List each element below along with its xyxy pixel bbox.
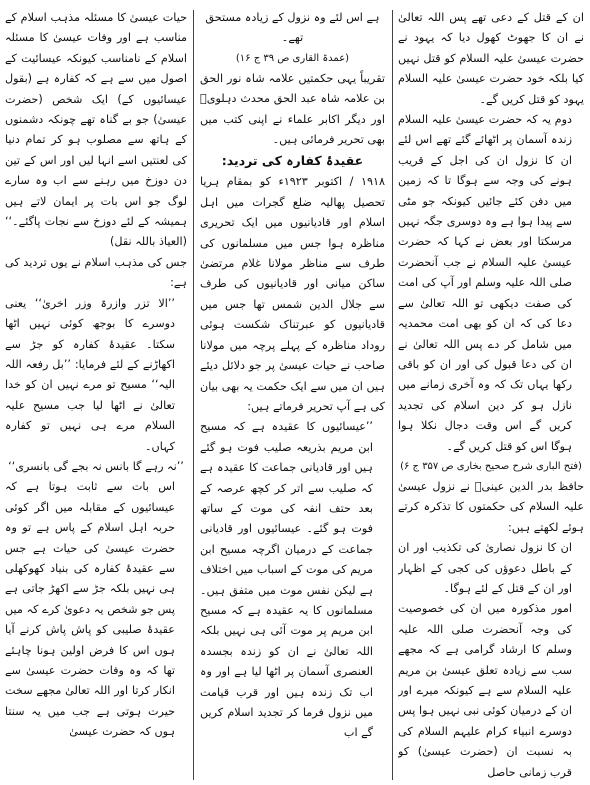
citation: (عمدۃ القاری ص ۳۹ ج ۱۶) — [235, 52, 350, 64]
quote: ’’الا تزر وازرۃ وزر اخریٰ‘‘ یعنی دوسرے کا بوجھ کوئی نہیں اٹھا سکتا۔ عقیدۂ کفارہ کو جڑ سے اکھاڑنے کے لئے فرمایا: ’’بل رفعہ اللہ الیہ‘‘ مسیح تو مرے نہیں ان کو خدا تعالیٰ نے اٹھا لیا جب مسیح علیہ السلام مرے ہی نہیں تو کفارہ کہاں۔ — [5, 296, 175, 453]
column-middle — [200, 8, 385, 780]
column-divider — [193, 10, 194, 780]
section-heading: عقیدۂ کفارہ کی تردید: — [221, 153, 364, 169]
paragraph: حیات عیسیٰ کا مسئلہ مذہب اسلام کے مناسب ہے اور وفات عیسیٰ کا مسئلہ اسلام کے نامناسب کیونکہ عیسائیت کے اصول میں سے ہے کہ کفارہ ہے (بقول عیسائیوں کے) ایک شخص (حضرت عیسیٰ) جو بے گناہ تھے چونکہ دشمنوں کے ہاتھ سے مصلوب ہو کر تمام دنیا کی لعنتیں اسے انہا لیں اور اس کے تین دن دوزخ میں رہنے سے اب وہ سارے لوگ جو اس بات پر ایمان لاتے ہیں ہمیشہ کے لئے دوزخ سے نجات پاگئے۔‘‘ (العیاذ باللہ نقل) — [5, 11, 187, 249]
paragraph: حافظ بدر الدین عینیؒ نے نزول عیسیٰ علیہ السلام کی حکمتوں کا تذکرہ کرتے ہوئے لکھتے ہیں: — [398, 479, 584, 534]
paragraph: امور مذکورہ میں ان کی خصوصیت کی وجہ آنحضرت صلی اللہ علیہ وسلم کا ارشاد گرامی ہے کہ مجھے سب سے زیادہ تعلق عیسیٰ بن مریم علیہ السلام سے ہے کیونکہ میرے اور ان کے درمیان کوئی نبی نہیں ہوا پس دوسرے انبیاء کرام علیہم السلام کی بہ نسبت ان (حضرت عیسیٰ) کو قرب زمانی حاصل — [398, 602, 572, 779]
paragraph: تقریباً یہی حکمتیں علامہ شاہ نور الحق بن علامہ شاہ عبد الحق محدث دہلویؒ اور دیگر اکابر علماء نے اپنی کتب میں بھی تحریر فرمائی ہیں۔ — [200, 71, 385, 147]
paragraph: اس بات سے ثابت ہوتا ہے کہ عیسائیوں کے مقابلہ میں اگر کوئی حربہ اہل اسلام کے پاس ہے تو وہ حضرت عیسیٰ کی حیات ہے جس سے عقیدۂ کفارہ کی بنیاد کھوکھلی ہی نہیں بلکہ جڑ سے اکھڑ جاتی ہے پس جو شخص یہ دعویٰ کرے کہ میں عقیدۂ صلیبی کو پاش پاش کرنے آیا ہوں اس کا فرض اولین ہونا چاہئے تھا کہ وہ وفات حضرت عیسیٰ سے انکار کرتا اور اللہ تعالیٰ مجھے سخت حیرت ہوتی ہے جب میں یہ سنتا ہوں کہ حضرت عیسیٰ — [5, 480, 175, 739]
column-divider — [392, 10, 393, 780]
paragraph: جس کی مذہب اسلام نے یوں تردید کی ہے: — [5, 255, 187, 290]
column-left — [5, 8, 187, 780]
citation: (فتح الباری شرح صحیح بخاری ص ۳۵۷ ج ۶) — [400, 460, 582, 472]
quote: ’’عیسائیوں کا عقیدہ ہے کہ مسیح ابن مریم بذریعہ صلیب فوت ہو گئے ہیں اور قادیانی جماعت کا عقیدہ ہے کہ صلیب سے اتر کر کچھ عرصہ کے بعد حتف انفہ کی موت کے ساتھ فوت ہو گئے۔ عیسائیوں اور قادیانی جماعت کے درمیان اگرچہ مسیح ابن مریم کی موت کے اسباب میں اختلاف ہے لیکن نفس موت میں متفق ہیں۔ مسلمانوں کا یہ عقیدہ ہے کہ مسیح ابن مریم پر موت آئی ہی نہیں بلکہ اللہ تعالیٰ نے ان کو زندہ بجسدہ العنصری آسمان پر اٹھا لیا ہے اور وہ اب تک زندہ ہیں اور قرب قیامت میں نزول فرما کر تجدید اسلام کریں گے اب — [200, 420, 373, 740]
paragraph: ہے اس لئے وہ نزول کے زیادہ مستحق تھے۔ — [205, 11, 380, 45]
paragraph: ان کے قتل کے دعی تھے پس اللہ تعالیٰ نے ان کا جھوٹ کھول دیا کہ یہود نے حضرت عیسیٰ علیہ السلام کو قتل نہیں کیا بلکہ خود حضرت عیسیٰ علیہ السلام یہود کو قتل کریں گے۔ — [398, 11, 584, 106]
paragraph: ۱۹۱۸ / اکتوبر ۱۹۲۳ء کو بمقام ہریا تحصیل پھالیہ ضلع گجرات میں اہل اسلام اور قادیانیوں میں ایک تحریری مناظرہ ہوا جس میں مسلمانوں کی طرف سے مناظر مولانا غلام مرتضیٰ ساکن میانی اور قادیانیوں کی طرف سے جلال الدین شمس تھا جس میں قادیانیوں کو عبرتناک شکست ہوئی روداد مناظرہ کے پہلے پرچہ میں مولانا صاحب نے حیات عیسیٰ پر جو دلائل دیئے ہیں ان میں سے ایک حکمت یہ بھی بیان کی ہے آپ تحریر فرماتے ہیں: — [200, 175, 385, 413]
proverb: ’’نہ رہے گا بانس نہ بجے گی بانسری‘‘ — [8, 459, 184, 473]
paragraph: ان کا نزول نصاریٰ کی تکذیب اور ان کے باطل دعوؤں کی کجی کے اظہار اور ان کے قتل کے لئے ہوگا۔ — [398, 541, 572, 595]
column-right — [398, 8, 584, 780]
paragraph: دوم یہ کہ حضرت عیسیٰ علیہ السلام زندہ آسمان پر اٹھائے گئے تھے اس لئے ان کا نزول ان کی اجل کے قریب ہونے کی وجہ سے ہوگا تا کہ زمین میں دفن کئے جائیں کیونکہ جو مٹی سے پیدا ہوا ہے وہ دوسری جگہ نہیں مرسکتا اور بعض نے کہا کہ حضرت عیسیٰ علیہ السلام نے جب آنحضرت صلی اللہ علیہ وسلم اور آپ کی امت کی صفت دیکھی تو اللہ تعالیٰ سے دعا کی کہ ان کو بھی امت محمدیہ میں شامل کر دے پس اللہ تعالیٰ نے ان کی دعا قبول کی اور ان کو باقی رکھا یہاں تک کہ وہ آخری زمانے میں نازل ہو کر دین اسلام کی تجدید کریں گے اس وقت دجال نکلا ہوا ہوگا اس کو قتل کریں گے۔ — [398, 113, 572, 453]
